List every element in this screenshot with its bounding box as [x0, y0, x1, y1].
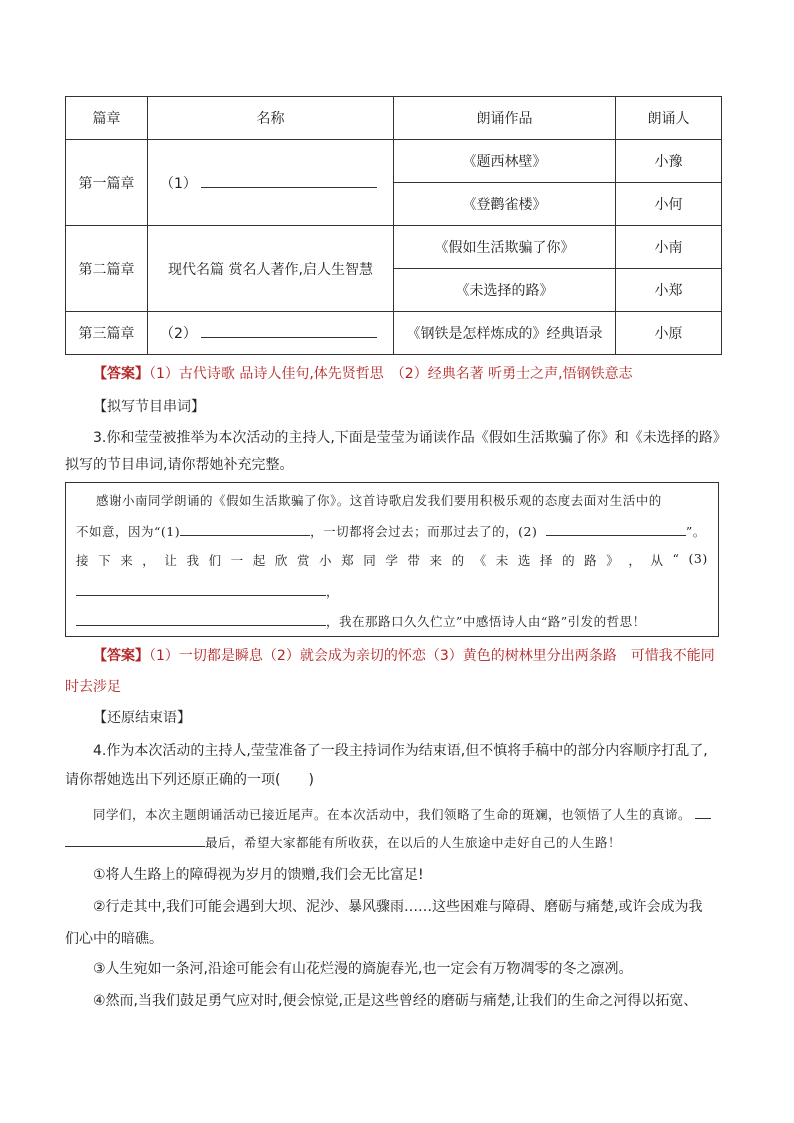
script-char: (3): [688, 551, 708, 566]
script-line-4: [76, 581, 708, 600]
script-text: ，我在那路口久久伫立”中感悟诗人由“路”引发的哲思！: [326, 614, 646, 629]
chapter-3-name: [148, 312, 394, 355]
header-chapter: 篇章: [66, 97, 148, 140]
script-char: 们: [208, 553, 222, 568]
chapter-2-label: 第二篇章: [66, 226, 148, 312]
chapter-1-work-2: 《登鹳雀楼》: [394, 183, 616, 226]
blank-1-number: （1）: [160, 175, 197, 192]
blank-input-3: [76, 581, 326, 596]
script-char: 小: [319, 553, 333, 568]
script-char: ，: [628, 553, 642, 568]
script-char: 来: [429, 553, 443, 568]
script-char: 带: [407, 553, 421, 568]
section-title-closing: 【还原结束语】: [93, 710, 191, 726]
blank-input-2: [546, 521, 686, 536]
chapter-2-name: 现代名篇 赏名人著作,启人生智慧: [148, 226, 394, 312]
question-3-line-1: 3.你和莹莹被推举为本次活动的主持人,下面是莹莹为诵读作品《假如生活欺骗了你》和《未选择的路》: [93, 430, 727, 446]
closing-blank: [65, 832, 205, 847]
blank-2-line: [201, 323, 377, 338]
script-char: 来: [120, 553, 134, 568]
option-3: ③人生宛如一条河,沿途可能会有山花烂漫的旖旎春光,也一定会有万物凋零的冬之凛冽。: [93, 961, 633, 977]
script-char: 让: [164, 553, 178, 568]
script-char: 学: [385, 553, 399, 568]
table-row: [66, 312, 722, 355]
script-char: 我: [186, 553, 200, 568]
question-4-line-1: 4.作为本次活动的主持人,莹莹准备了一段主持词作为结束语,但不慎将手稿中的部分内容顺序打乱了,: [93, 743, 708, 759]
script-char: 选: [517, 553, 531, 568]
chapter-2-reader-1: 小南: [616, 226, 722, 269]
script-char: 的: [451, 553, 465, 568]
chapter-1-reader-2: 小何: [616, 183, 722, 226]
chapter-3-work-1: 《钢铁是怎样炼成的》经典语录: [394, 312, 616, 355]
script-char: 》: [606, 553, 620, 568]
script-box: [65, 482, 719, 637]
chapter-3-label: 第三篇章: [66, 312, 148, 355]
script-char: 未: [495, 553, 509, 568]
script-text: ，一切都将会过去；而那过去了的，(2): [310, 524, 538, 539]
table-row: [66, 226, 722, 269]
script-char: “: [672, 551, 680, 566]
blank-1-line: [201, 173, 377, 188]
header-reader: 朗诵人: [616, 97, 722, 140]
answer-2-line-2: 时去涉足: [65, 679, 121, 695]
script-char: 择: [539, 553, 553, 568]
chapter-1-label: 第一篇章: [66, 140, 148, 226]
script-line-2: [76, 521, 708, 540]
script-char: 欣: [274, 553, 288, 568]
chapter-3-reader-1: 小原: [616, 312, 722, 355]
script-char: 一: [230, 553, 244, 568]
chapter-1-work-1: 《题西林壁》: [394, 140, 616, 183]
option-4: ④然而,当我们鼓足勇气应对时,便会惊觉,正是这些曾经的磨砺与痛楚,让我们的生命之河得以拓宽、: [93, 993, 698, 1009]
question-3-line-2: 拟写的节目串词,请你帮她补充完整。: [65, 457, 294, 473]
script-char: 《: [473, 553, 487, 568]
script-char: 赏: [296, 553, 310, 568]
script-char: 郑: [341, 553, 355, 568]
option-2-line-2: 们心中的暗礁。: [65, 931, 163, 947]
answer-2-line-1: [65, 645, 753, 667]
closing-line-1: [65, 804, 753, 826]
closing-line-2: [65, 832, 725, 854]
answer-tag: 【答案】: [93, 648, 149, 664]
chapter-2-work-2: 《未选择的路》: [394, 269, 616, 312]
answer-2-text: （1）一切都是瞬息（2）就会成为亲切的怀恋（3）黄色的树林里分出两条路 可惜我不能同: [149, 648, 715, 664]
answer-tag: 【答案】: [93, 366, 149, 382]
chapter-2-reader-2: 小郑: [616, 269, 722, 312]
script-char: ，: [142, 553, 156, 568]
script-char: 路: [584, 553, 598, 568]
script-line-1: 感谢小南同学朗诵的《假如生活欺骗了你》。这首诗歌启发我们要用积极乐观的态度去面对生活中的: [96, 493, 662, 508]
chapter-1-reader-1: 小豫: [616, 140, 722, 183]
script-line-5: [76, 611, 708, 630]
closing-text: 同学们，本次主题朗诵活动已接近尾声。在本次活动中，我们领略了生命的斑斓，也领悟了人生的真谛。: [93, 807, 692, 822]
answer-1-text: （1）古代诗歌 品诗人佳句,体先贤哲思 （2）经典名著 听勇士之声,悟钢铁意志: [149, 366, 633, 382]
header-name: 名称: [148, 97, 394, 140]
script-text: ，: [326, 584, 340, 599]
script-char: 同: [363, 553, 377, 568]
closing-text: 最后，希望大家都能有所收获，在以后的人生旅途中走好自己的人生路！: [205, 835, 622, 850]
table-row: [66, 140, 722, 183]
script-char: 下: [98, 553, 112, 568]
program-table: [65, 96, 722, 355]
blank-input-1: [180, 521, 310, 536]
blank-2-number: （2）: [160, 326, 197, 342]
section-title-script: 【拟写节目串词】: [93, 399, 205, 415]
chapter-2-work-1: 《假如生活欺骗了你》: [394, 226, 616, 269]
table-header-row: [66, 97, 722, 140]
chapter-1-name: [148, 140, 394, 226]
script-char: 起: [252, 553, 266, 568]
question-4-line-2: 请你帮她选出下列还原正确的一项( ): [65, 772, 314, 788]
script-char: 的: [562, 553, 576, 568]
option-1: ①将人生路上的障碍视为岁月的馈赠,我们会无比富足!: [93, 867, 424, 883]
option-2-line-1: ②行走其中,我们可能会遇到大坝、泥沙、暴风骤雨……这些困难与障碍、磨砺与痛楚,或许会成为我: [93, 899, 703, 915]
header-work: 朗诵作品: [394, 97, 616, 140]
script-line-3: [76, 551, 708, 569]
script-text: ”。: [685, 524, 706, 539]
script-text: 不如意，因为“(1): [76, 524, 181, 539]
script-char: 接: [76, 553, 90, 568]
script-char: 从: [650, 553, 664, 568]
blank-input-3-cont: [76, 611, 326, 626]
answer-1: [65, 363, 753, 385]
closing-blank-start: [695, 804, 711, 819]
